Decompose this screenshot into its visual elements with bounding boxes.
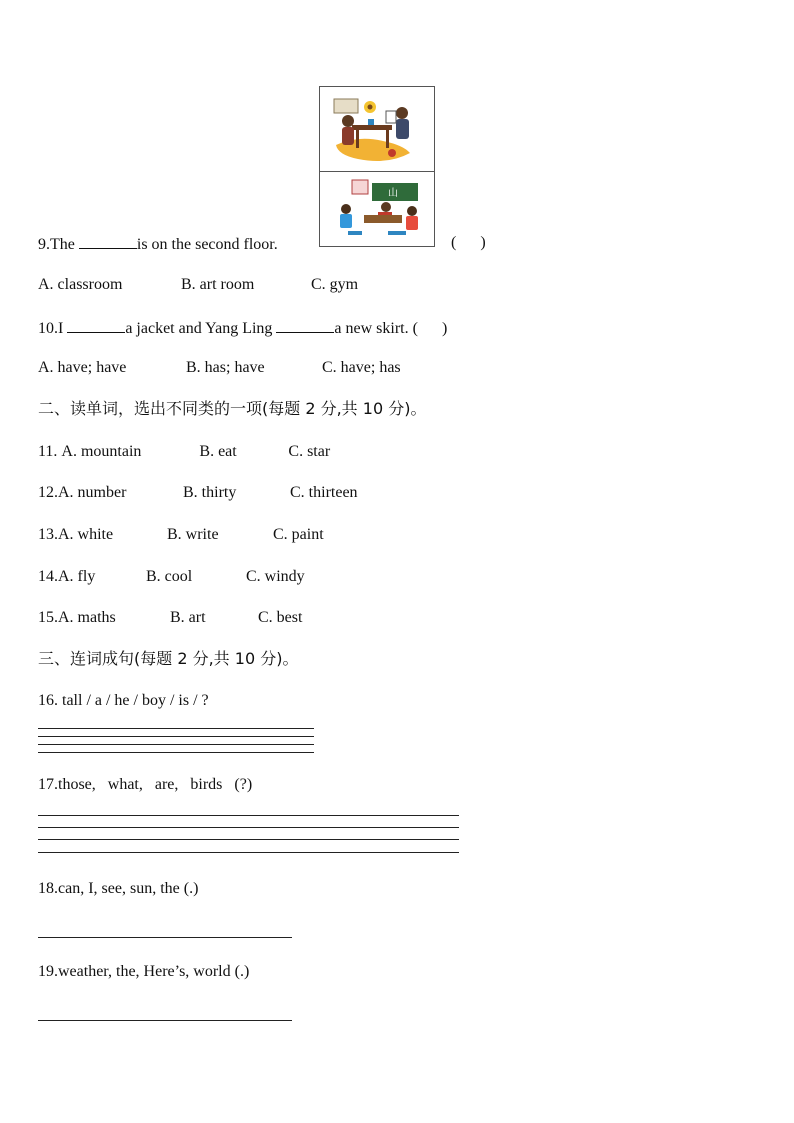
q11-option-c[interactable]: C. star xyxy=(288,443,331,460)
q10-blank-1[interactable] xyxy=(67,317,125,333)
q10-stem-start: 10.I xyxy=(38,320,68,337)
classroom-picture xyxy=(328,177,428,243)
q15-option-c[interactable]: C. best xyxy=(258,609,303,626)
question-14 xyxy=(38,567,305,587)
q12-number: 12. xyxy=(38,484,58,501)
q17-answer-line-4[interactable] xyxy=(38,852,459,853)
q12-option-c[interactable]: C. thirteen xyxy=(290,484,358,501)
q16-answer-line-3[interactable] xyxy=(38,744,314,745)
question-13 xyxy=(38,525,324,545)
q16-answer-line-4[interactable] xyxy=(38,752,314,753)
q10-option-c[interactable]: C. have; has xyxy=(322,359,401,376)
question-9-options xyxy=(38,275,358,295)
picture-divider xyxy=(320,171,434,172)
q9-stem-start: 9.The xyxy=(38,236,79,253)
q11-option-b[interactable]: B. eat xyxy=(199,443,237,460)
section-3-heading: 三、连词成句(每题 2 分,共 10 分)。 xyxy=(38,649,299,668)
q14-option-a[interactable]: A. fly xyxy=(58,568,96,585)
q14-number: 14. xyxy=(38,568,58,585)
q10-stem-end: a new skirt. ( ) xyxy=(334,320,448,337)
question-16: 16. tall / a / he / boy / is / ? xyxy=(38,692,209,709)
q11-number: 11. xyxy=(38,443,62,460)
q19-answer-line[interactable] xyxy=(38,1020,292,1021)
q9-answer-paren[interactable]: ( ) xyxy=(451,234,486,251)
question-17: 17.those, what, are, birds (?) xyxy=(38,776,253,793)
q15-option-a[interactable]: A. maths xyxy=(58,609,116,626)
question-10-options xyxy=(38,358,401,378)
q10-option-a[interactable]: A. have; have xyxy=(38,359,127,376)
q11-option-a[interactable]: A. mountain xyxy=(61,443,142,460)
q14-option-b[interactable]: B. cool xyxy=(146,568,193,585)
section-2-heading: 二、读单词，选出不同类的一项(每题 2 分,共 10 分)。 xyxy=(38,399,427,418)
q10-stem-middle: a jacket and Yang Ling xyxy=(125,320,277,337)
q9-option-a[interactable]: A. classroom xyxy=(38,276,123,293)
q15-option-b[interactable]: B. art xyxy=(170,609,206,626)
q13-option-a[interactable]: A. white xyxy=(58,526,114,543)
q13-number: 13. xyxy=(38,526,58,543)
q15-number: 15. xyxy=(38,609,58,626)
q12-option-a[interactable]: A. number xyxy=(58,484,127,501)
question-10-stem xyxy=(38,317,447,339)
question-15 xyxy=(38,608,302,628)
q10-blank-2[interactable] xyxy=(276,317,334,333)
q16-answer-line-2[interactable] xyxy=(38,736,314,737)
q14-option-c[interactable]: C. windy xyxy=(246,568,305,585)
question-19: 19.weather, the, Here’s, world (.) xyxy=(38,963,250,980)
q17-answer-line-3[interactable] xyxy=(38,839,459,840)
question-9-stem xyxy=(38,233,278,255)
art-room-picture xyxy=(328,95,428,167)
q9-option-b[interactable]: B. art room xyxy=(181,276,255,293)
svg-text:山: 山 xyxy=(388,188,398,199)
q13-option-c[interactable]: C. paint xyxy=(273,526,324,543)
q10-option-b[interactable]: B. has; have xyxy=(186,359,265,376)
q16-answer-line-1[interactable] xyxy=(38,728,314,729)
q9-stem-end: is on the second floor. xyxy=(136,236,278,253)
question-9-pictures xyxy=(319,86,435,247)
q17-answer-line-2[interactable] xyxy=(38,827,459,828)
q13-option-b[interactable]: B. write xyxy=(167,526,219,543)
question-18: 18.can, I, see, sun, the (.) xyxy=(38,880,199,897)
q12-option-b[interactable]: B. thirty xyxy=(183,484,237,501)
question-12 xyxy=(38,483,358,503)
question-11 xyxy=(38,442,330,462)
q17-answer-line-1[interactable] xyxy=(38,815,459,816)
q9-option-c[interactable]: C. gym xyxy=(311,276,359,293)
q18-answer-line[interactable] xyxy=(38,937,292,938)
q9-blank[interactable] xyxy=(79,233,137,249)
